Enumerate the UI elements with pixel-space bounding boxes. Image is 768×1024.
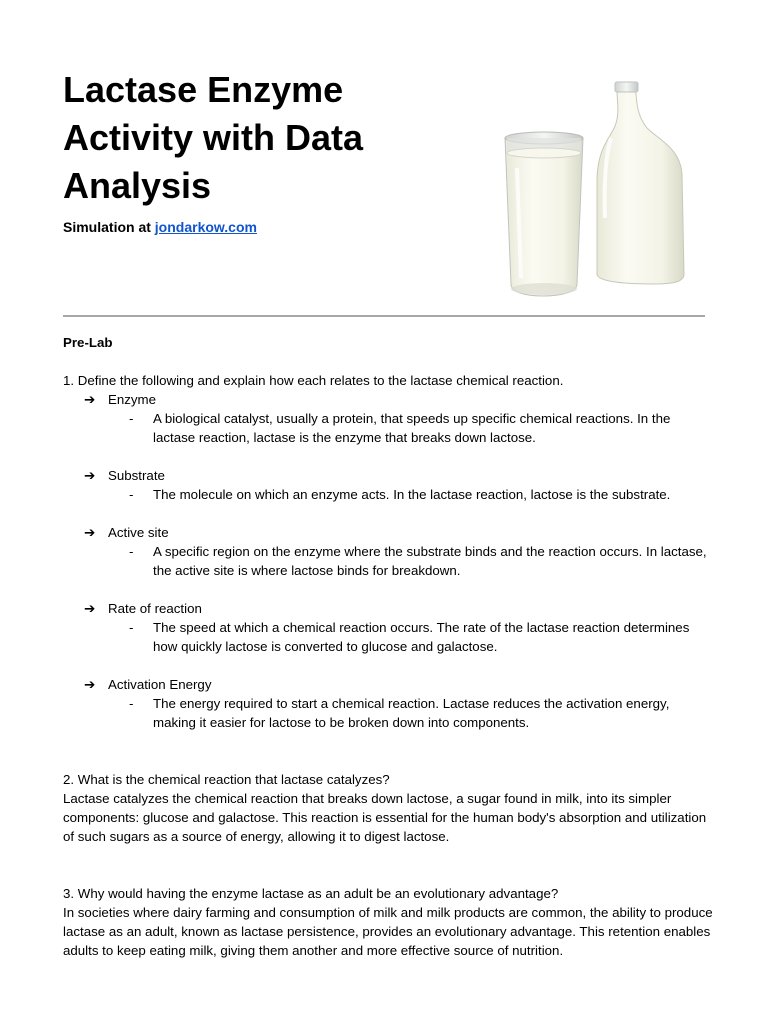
term-definition: The energy required to start a chemical reaction. Lactase reduces the activation energy, making it easier for lactose to be broken down into components. [153, 696, 670, 730]
question-1: 1. Define the following and explain how each relates to the lactase chemical reaction. [63, 373, 564, 388]
document-title: Lactase Enzyme Activity with Data Analysis [63, 69, 364, 206]
term-definition: A specific region on the enzyme where the substrate binds and the reaction occurs. In lactase, the active site is where lactose binds for breakdown. [153, 544, 707, 578]
term-definition: The speed at which a chemical reaction occurs. The rate of the lactase reaction determines how quickly lactose is converted to glucose and galactose. [153, 620, 690, 654]
term-item-rate-of-reaction [63, 599, 713, 656]
subtitle-prefix: Simulation at [63, 219, 155, 235]
dash-bullet: - [129, 544, 134, 559]
term-item-enzyme [63, 390, 713, 447]
arrow-bullet-icon: ➔ [84, 677, 96, 692]
term-definition: The molecule on which an enzyme acts. In the lactase reaction, lactose is the substrate. [153, 487, 671, 502]
dash-bullet: - [129, 620, 134, 635]
arrow-bullet-icon: ➔ [84, 525, 96, 540]
section-divider [63, 315, 705, 317]
milk-glass-icon [505, 132, 583, 296]
term-label: Substrate [108, 468, 165, 483]
arrow-bullet-icon: ➔ [84, 468, 96, 483]
jondarkow-link[interactable]: jondarkow.com [154, 219, 257, 235]
prelab-heading: Pre-Lab [63, 335, 113, 350]
term-label: Rate of reaction [108, 601, 202, 616]
question-2: 2. What is the chemical reaction that lactase catalyzes? [63, 772, 390, 787]
dash-bullet: - [129, 487, 134, 502]
answer-2: Lactase catalyzes the chemical reaction that breaks down lactose, a sugar found in milk, into its simpler components: glucose and galactose. This reaction is essential for the human body's absorption and utilization of such sugars as a source of energy, allowing it to digest lactose. [63, 791, 707, 844]
dash-bullet: - [129, 411, 134, 426]
subtitle [63, 219, 257, 235]
milk-bottle-icon [597, 82, 684, 284]
term-item-activation-energy [63, 675, 713, 732]
question-3: 3. Why would having the enzyme lactase as an adult be an evolutionary advantage? [63, 886, 559, 901]
term-definition: A biological catalyst, usually a protein, that speeds up specific chemical reactions. In the lactase reaction, lactase is the enzyme that breaks down lactose. [153, 411, 671, 445]
term-label: Active site [108, 525, 169, 540]
term-label: Enzyme [108, 392, 157, 407]
dash-bullet: - [129, 696, 134, 711]
term-item-substrate [63, 466, 713, 504]
term-label: Activation Energy [108, 677, 212, 692]
term-item-active-site [63, 523, 713, 580]
answer-3: In societies where dairy farming and consumption of milk and milk products are common, the ability to produce lactase as an adult, known as lactase persistence, provides an evolutionary advantage. This retention enables adults to keep eating milk, giving them another and more effective source of nutrition. [63, 905, 713, 958]
prelab-section [63, 333, 713, 960]
term-list [63, 390, 713, 732]
arrow-bullet-icon: ➔ [84, 601, 96, 616]
arrow-bullet-icon: ➔ [84, 392, 96, 407]
milk-glass-and-bottle-photo [497, 78, 697, 303]
